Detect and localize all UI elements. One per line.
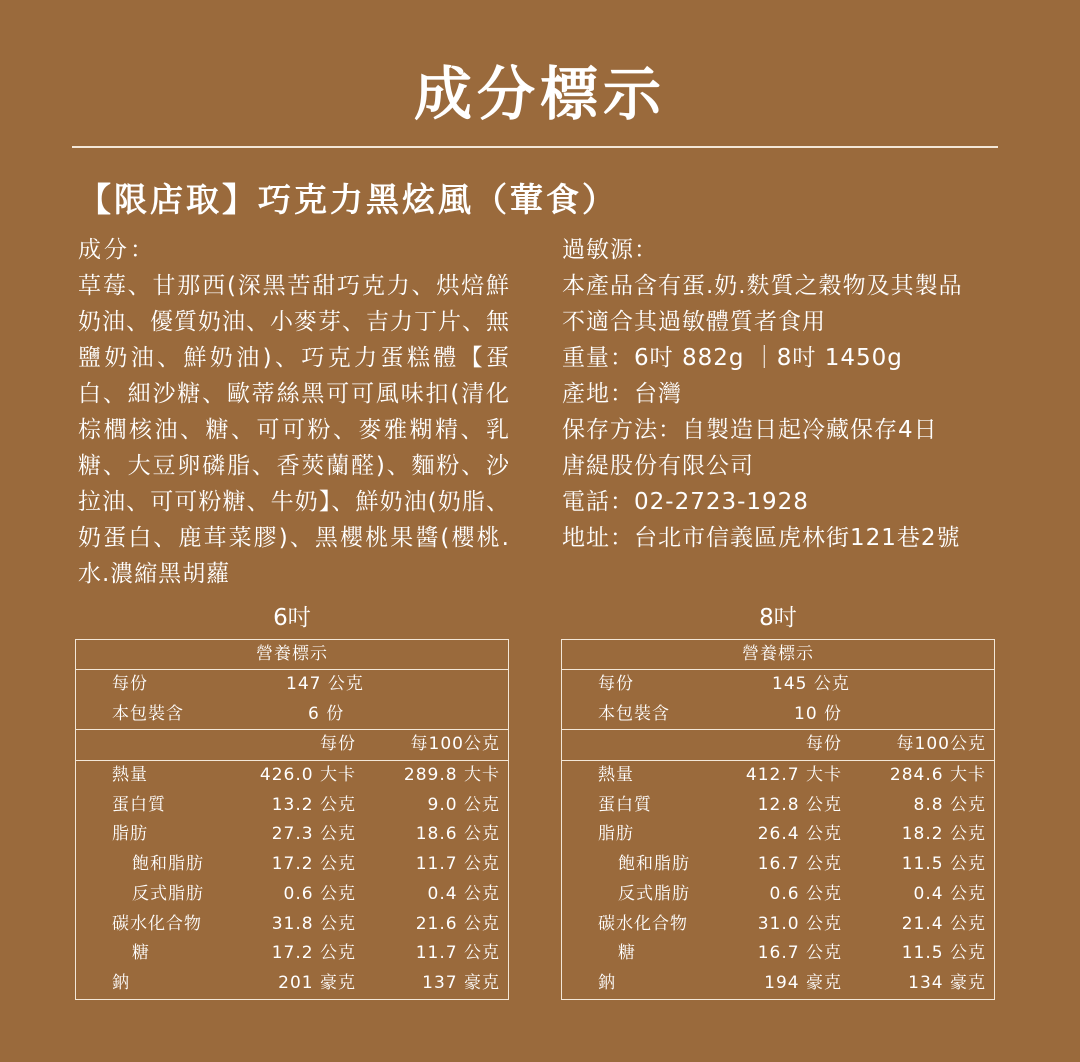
per-100g-value: 9.0 公克 <box>427 794 500 815</box>
per-serving-value: 194 豪克 <box>764 972 842 993</box>
nutrition-caption: 營養標示 <box>76 640 508 670</box>
pack-label: 本包裝含 <box>112 703 184 724</box>
per-serving-value: 0.6 公克 <box>283 883 356 904</box>
product-info <box>562 232 1032 556</box>
table-heading-6inch: 6吋 <box>273 605 311 631</box>
serving-label: 每份 <box>598 674 634 694</box>
per-serving-value: 17.2 公克 <box>271 854 356 875</box>
serving-value: 147 公克 <box>286 674 364 694</box>
page-title: 成分標示 <box>413 60 666 128</box>
table-row <box>562 939 994 969</box>
per-100g-value: 18.6 公克 <box>415 824 500 845</box>
pack-row <box>562 700 994 731</box>
per-100g-value: 8.8 公克 <box>913 794 986 815</box>
per-serving-value: 27.3 公克 <box>271 824 356 845</box>
per-100g-value: 11.7 公克 <box>415 943 500 964</box>
table-row <box>562 850 994 880</box>
address-info: 地址：台北市信義區虎林街121巷2號 <box>562 525 961 551</box>
allergen-warning: 不適合其過敏體質者食用 <box>562 309 826 335</box>
per-100g-value: 18.2 公克 <box>901 824 986 845</box>
per-serving-value: 17.2 公克 <box>271 943 356 964</box>
column-header-row <box>562 730 994 761</box>
product-name: 【限店取】巧克力黑炫風（葷食） <box>78 180 618 219</box>
table-row <box>76 761 508 791</box>
allergen-line: 本產品含有蛋.奶.麩質之穀物及其製品 <box>562 273 963 299</box>
pack-value: 6 份 <box>308 703 345 724</box>
per-100g-value: 289.8 大卡 <box>403 765 500 786</box>
per-100g-value: 11.5 公克 <box>901 943 986 964</box>
per-serving-value: 31.8 公克 <box>271 913 356 934</box>
per-serving-value: 16.7 公克 <box>757 943 842 964</box>
serving-row <box>76 670 508 700</box>
pack-row <box>76 700 508 731</box>
nutrient-name: 蛋白質 <box>112 794 166 815</box>
nutrient-name: 脂肪 <box>112 824 148 845</box>
allergen-title: 過敏源： <box>562 237 658 263</box>
per-serving-value: 12.8 公克 <box>757 794 842 815</box>
nutrient-name: 飽和脂肪 <box>132 854 204 875</box>
pack-label: 本包裝含 <box>598 703 670 724</box>
per-serving-value: 426.0 大卡 <box>259 765 356 786</box>
per-serving-value: 0.6 公克 <box>769 883 842 904</box>
table-row <box>562 761 994 791</box>
nutrient-name: 鈉 <box>598 972 616 993</box>
pack-value: 10 份 <box>794 703 843 724</box>
per-serving-value: 16.7 公克 <box>757 854 842 875</box>
table-row <box>562 791 994 821</box>
storage-info: 保存方法：自製造日起冷藏保存4日 <box>562 417 938 443</box>
nutrient-name: 飽和脂肪 <box>618 854 690 875</box>
ingredients-title: 成分： <box>78 237 156 263</box>
per-serving-value: 31.0 公克 <box>757 913 842 934</box>
col-per-serving: 每份 <box>320 734 356 755</box>
col-per-100g: 每100公克 <box>896 734 986 755</box>
weight-info: 重量：6吋 882g ｜8吋 1450g <box>562 345 903 371</box>
table-row <box>76 850 508 880</box>
table-row <box>76 939 508 969</box>
nutrient-name: 鈉 <box>112 972 130 993</box>
nutrient-name: 碳水化合物 <box>598 913 688 934</box>
per-serving-value: 13.2 公克 <box>271 794 356 815</box>
nutrient-name: 反式脂肪 <box>132 883 204 904</box>
serving-label: 每份 <box>112 674 148 694</box>
nutrient-name: 脂肪 <box>598 824 634 845</box>
nutrition-table-8inch <box>561 639 995 1000</box>
ingredients-text: 草莓、甘那西(深黑苦甜巧克力、烘焙鮮奶油、優質奶油、小麥芽、吉力丁片、無鹽奶油、鮮奶油)、巧克力蛋糕體【蛋白、細沙糖、歐蒂絲黑可可風味扣(清化棕櫚核油、糖、可可粉、麥雅糊精、乳糖、大豆卵磷脂、香莢蘭醛)、麵粉、沙拉油、可可粉糖、牛奶】、鮮奶油(奶脂、奶蛋白、鹿茸菜膠)、黑櫻桃果醬(櫻桃.水.濃縮黑胡蘿 <box>78 273 510 587</box>
origin-info: 產地：台灣 <box>562 381 682 407</box>
serving-value: 145 公克 <box>772 674 850 694</box>
table-row <box>76 791 508 821</box>
title-divider <box>72 146 998 148</box>
per-serving-value: 201 豪克 <box>278 972 356 993</box>
phone-info: 電話：02-2723-1928 <box>562 489 809 515</box>
col-per-100g: 每100公克 <box>410 734 500 755</box>
per-serving-value: 26.4 公克 <box>757 824 842 845</box>
per-serving-value: 412.7 大卡 <box>745 765 842 786</box>
table-row <box>562 910 994 940</box>
nutrient-name: 蛋白質 <box>598 794 652 815</box>
table-row <box>562 880 994 910</box>
nutrition-table-6inch <box>75 639 509 1000</box>
column-header-row <box>76 730 508 761</box>
table-row <box>76 910 508 940</box>
nutrient-name: 碳水化合物 <box>112 913 202 934</box>
per-100g-value: 0.4 公克 <box>913 883 986 904</box>
per-100g-value: 21.6 公克 <box>415 913 500 934</box>
per-100g-value: 11.7 公克 <box>415 854 500 875</box>
table-row <box>76 969 508 999</box>
table-row <box>76 820 508 850</box>
table-row <box>562 820 994 850</box>
per-100g-value: 21.4 公克 <box>901 913 986 934</box>
nutrient-name: 熱量 <box>112 765 148 786</box>
nutrient-name: 反式脂肪 <box>618 883 690 904</box>
per-100g-value: 0.4 公克 <box>427 883 500 904</box>
nutrition-caption: 營養標示 <box>562 640 994 670</box>
per-100g-value: 11.5 公克 <box>901 854 986 875</box>
per-100g-value: 134 豪克 <box>908 972 986 993</box>
company-name: 唐緹股份有限公司 <box>562 453 754 479</box>
serving-row <box>562 670 994 700</box>
table-row <box>562 969 994 999</box>
nutrient-name: 熱量 <box>598 765 634 786</box>
nutrient-name: 糖 <box>132 943 150 964</box>
col-per-serving: 每份 <box>806 734 842 755</box>
table-heading-8inch: 8吋 <box>759 605 797 631</box>
table-row <box>76 880 508 910</box>
per-100g-value: 137 豪克 <box>422 972 500 993</box>
nutrient-name: 糖 <box>618 943 636 964</box>
per-100g-value: 284.6 大卡 <box>889 765 986 786</box>
